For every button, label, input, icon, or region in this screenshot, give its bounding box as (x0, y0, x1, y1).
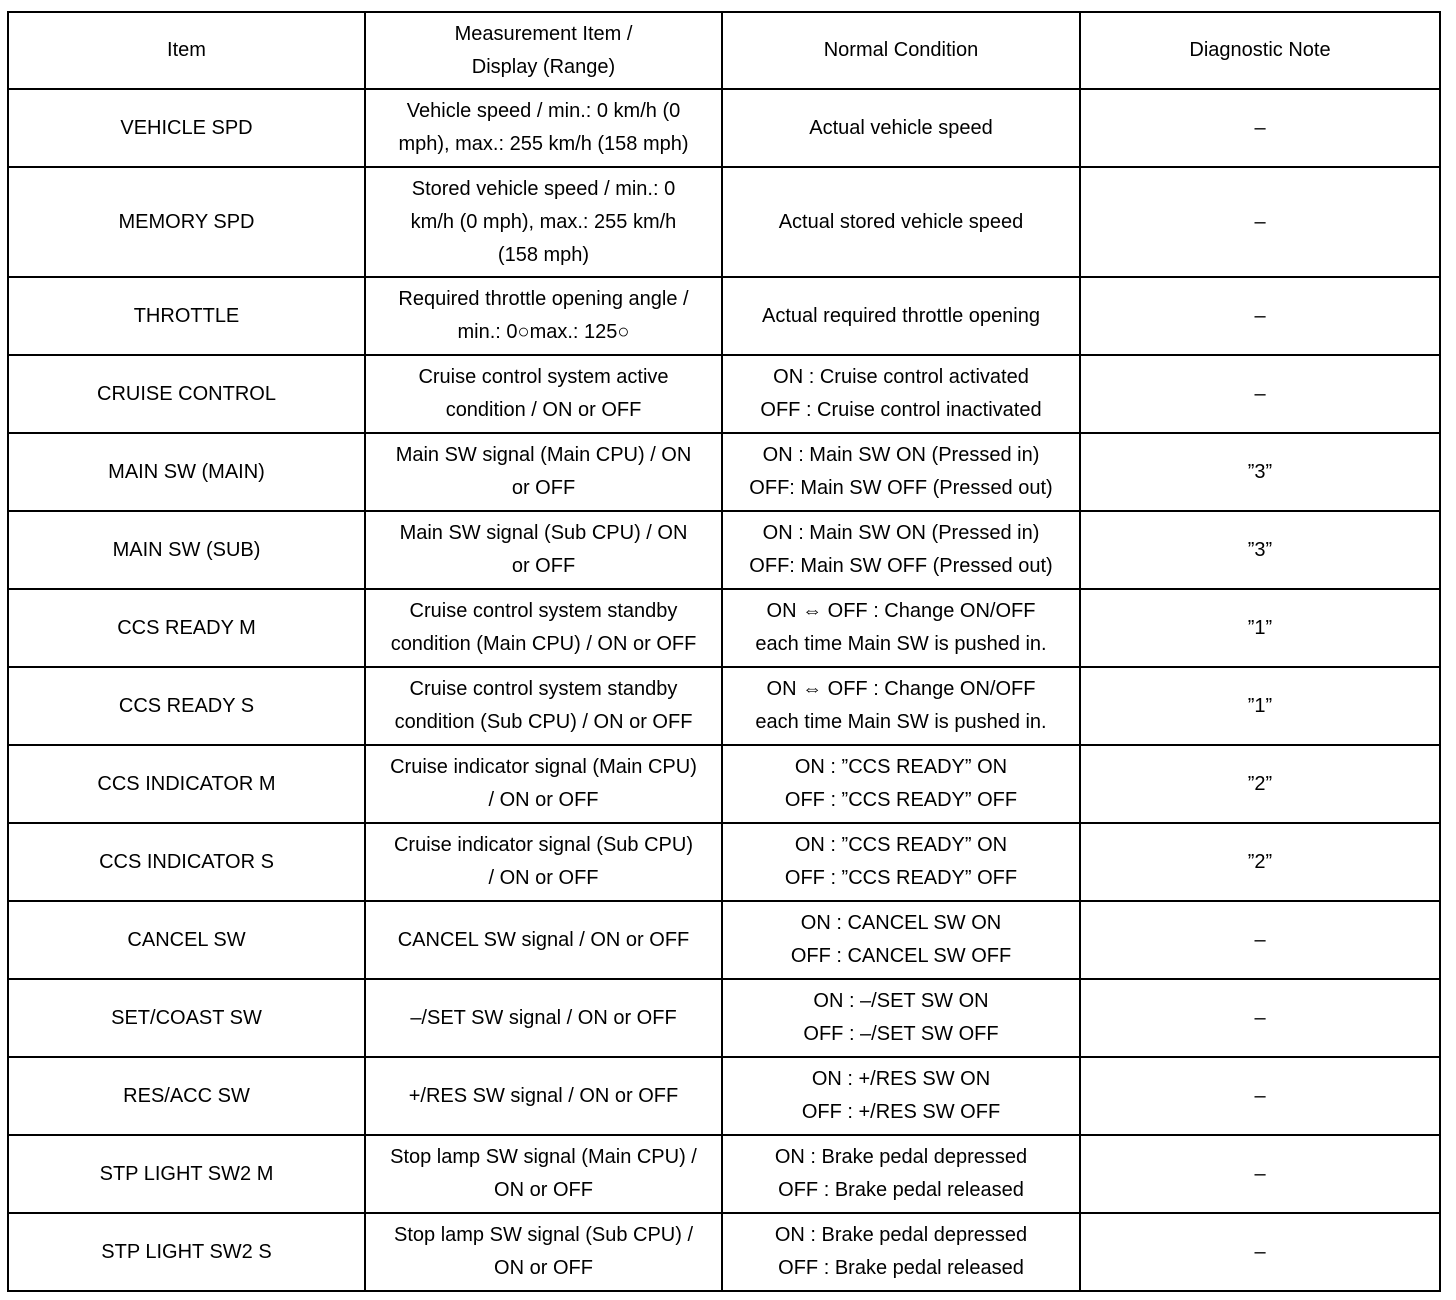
cell-diagnostic-note: – (1080, 979, 1440, 1057)
cell-measurement: –/SET SW signal / ON or OFF (365, 979, 722, 1057)
cell-item: RES/ACC SW (8, 1057, 365, 1135)
cell-diagnostic-note: ”3” (1080, 511, 1440, 589)
table-row (8, 355, 1440, 433)
cell-item: SET/COAST SW (8, 979, 365, 1057)
table-row (8, 277, 1440, 355)
cell-diagnostic-note: ”2” (1080, 823, 1440, 901)
cell-item: CCS INDICATOR M (8, 745, 365, 823)
cell-measurement: CANCEL SW signal / ON or OFF (365, 901, 722, 979)
table-row (8, 589, 1440, 667)
cell-item: CANCEL SW (8, 901, 365, 979)
table-header-row (8, 12, 1440, 89)
table-row (8, 979, 1440, 1057)
cell-diagnostic-note: ”2” (1080, 745, 1440, 823)
cell-item: STP LIGHT SW2 S (8, 1213, 365, 1291)
cell-item: MAIN SW (MAIN) (8, 433, 365, 511)
cell-item: CCS READY S (8, 667, 365, 745)
cell-normal-condition: ON ⇔ OFF : Change ON/OFF each time Main SW is pushed in. (722, 667, 1080, 745)
table-row (8, 1135, 1440, 1213)
cell-measurement: Cruise control system active condition / ON or OFF (365, 355, 722, 433)
cell-measurement: Cruise control system standby condition (Main CPU) / ON or OFF (365, 589, 722, 667)
cell-measurement: Stop lamp SW signal (Main CPU) / ON or OFF (365, 1135, 722, 1213)
header-item: Item (8, 12, 365, 89)
cell-diagnostic-note: ”1” (1080, 589, 1440, 667)
cell-item: THROTTLE (8, 277, 365, 355)
cell-normal-condition: Actual vehicle speed (722, 89, 1080, 167)
cell-normal-condition: ON : –/SET SW ON OFF : –/SET SW OFF (722, 979, 1080, 1057)
cell-normal-condition: Actual stored vehicle speed (722, 167, 1080, 277)
cell-item: MEMORY SPD (8, 167, 365, 277)
table-row (8, 89, 1440, 167)
cell-normal-condition: ON : Brake pedal depressed OFF : Brake pedal released (722, 1135, 1080, 1213)
cell-measurement: Main SW signal (Main CPU) / ON or OFF (365, 433, 722, 511)
cell-item: CCS READY M (8, 589, 365, 667)
cell-measurement: Vehicle speed / min.: 0 km/h (0 mph), max.: 255 km/h (158 mph) (365, 89, 722, 167)
cell-measurement: Cruise control system standby condition (Sub CPU) / ON or OFF (365, 667, 722, 745)
cell-diagnostic-note: – (1080, 167, 1440, 277)
cell-item: CCS INDICATOR S (8, 823, 365, 901)
cell-item: STP LIGHT SW2 M (8, 1135, 365, 1213)
cell-normal-condition: ON : CANCEL SW ON OFF : CANCEL SW OFF (722, 901, 1080, 979)
cell-normal-condition: ON : +/RES SW ON OFF : +/RES SW OFF (722, 1057, 1080, 1135)
cell-item: CRUISE CONTROL (8, 355, 365, 433)
table-row (8, 433, 1440, 511)
cell-measurement: Cruise indicator signal (Sub CPU) / ON or OFF (365, 823, 722, 901)
table-row (8, 511, 1440, 589)
table-row (8, 1213, 1440, 1291)
header-measurement: Measurement Item / Display (Range) (365, 12, 722, 89)
table-row (8, 745, 1440, 823)
cell-measurement: Stored vehicle speed / min.: 0 km/h (0 mph), max.: 255 km/h (158 mph) (365, 167, 722, 277)
cell-normal-condition: Actual required throttle opening (722, 277, 1080, 355)
cell-diagnostic-note: – (1080, 277, 1440, 355)
cell-normal-condition: ON : Main SW ON (Pressed in) OFF: Main SW OFF (Pressed out) (722, 511, 1080, 589)
cell-item: VEHICLE SPD (8, 89, 365, 167)
cell-diagnostic-note: – (1080, 1135, 1440, 1213)
data-monitor-table (7, 11, 1441, 1292)
cell-diagnostic-note: – (1080, 1213, 1440, 1291)
cell-normal-condition: ON : ”CCS READY” ON OFF : ”CCS READY” OFF (722, 745, 1080, 823)
table-row (8, 167, 1440, 277)
cell-diagnostic-note: – (1080, 901, 1440, 979)
cell-normal-condition: ON : Main SW ON (Pressed in) OFF: Main SW OFF (Pressed out) (722, 433, 1080, 511)
cell-diagnostic-note: – (1080, 89, 1440, 167)
cell-diagnostic-note: ”1” (1080, 667, 1440, 745)
table-row (8, 901, 1440, 979)
table-row (8, 667, 1440, 745)
cell-normal-condition: ON : Brake pedal depressed OFF : Brake pedal released (722, 1213, 1080, 1291)
header-diagnostic-note: Diagnostic Note (1080, 12, 1440, 89)
cell-measurement: Stop lamp SW signal (Sub CPU) / ON or OFF (365, 1213, 722, 1291)
cell-measurement: Required throttle opening angle / min.: 0○max.: 125○ (365, 277, 722, 355)
cell-diagnostic-note: – (1080, 1057, 1440, 1135)
header-normal-condition: Normal Condition (722, 12, 1080, 89)
cell-measurement: Main SW signal (Sub CPU) / ON or OFF (365, 511, 722, 589)
cell-diagnostic-note: – (1080, 355, 1440, 433)
table-row (8, 823, 1440, 901)
cell-normal-condition: ON ⇔ OFF : Change ON/OFF each time Main SW is pushed in. (722, 589, 1080, 667)
table-row (8, 1057, 1440, 1135)
cell-measurement: Cruise indicator signal (Main CPU) / ON or OFF (365, 745, 722, 823)
cell-item: MAIN SW (SUB) (8, 511, 365, 589)
cell-normal-condition: ON : Cruise control activated OFF : Cruise control inactivated (722, 355, 1080, 433)
data-monitor-table-page (7, 11, 1439, 1288)
cell-diagnostic-note: ”3” (1080, 433, 1440, 511)
cell-normal-condition: ON : ”CCS READY” ON OFF : ”CCS READY” OFF (722, 823, 1080, 901)
cell-measurement: +/RES SW signal / ON or OFF (365, 1057, 722, 1135)
